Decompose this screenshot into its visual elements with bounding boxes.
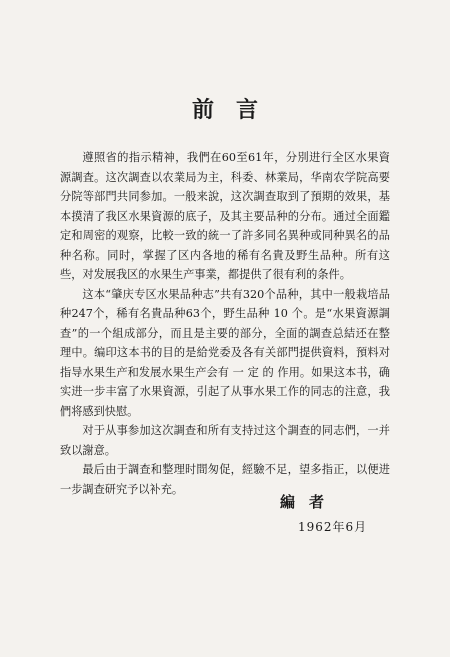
page-title: 前言 [191,97,280,123]
preface-body [60,148,390,499]
paragraph-2: 这本“肇庆专区水果品种志”共有320个品种，其中一般栽培品种247个，稀有名貴品种63个，野生品种 10 个。是“水果資源調查”的一个組成部分，而且是主要的部分，全面的調查总結还在整理中。编印这本书的目的是給党委及各有关部門提供資料，預料对指导水果生产和发展水果生产会有 一 定 的 作用。如果这本书，确实进一步丰富了水果資源，引起了从事水果工作的同志的注意，我們将感到快慰。 [60,287,390,418]
paragraph-1: 遵照省的指示精神，我們在60至61年，分別进行全区水果資源調査。这次調查以农業局为主，科委、林業局，华南农学院高要分院等部門共同参加。一般来說，这次調查取到了預期的效果，基本摸清了我区水果資源的底子，及其主要品种的分布。通过全面鑑定和周密的观察，比較一致的統一了許多同名異种或同种異名的品种名称。同时，掌握了区内各地的稀有名貴及野生品种。所有这些，对发展我区的水果生产事業，都提供了很有利的条件。 [60,151,390,281]
publication-date: 1962年6月 [298,520,368,534]
author-signature: 編者 [280,493,339,511]
paragraph-3: 对于从事参加这次調查和所有支持过这个調查的同志們，一并致以謝意。 [60,424,390,457]
paragraph-4: 最后由于調查和整理时間匆促，經驗不足，望多指正，以便进一步調查研究予以补充。 [60,463,390,496]
